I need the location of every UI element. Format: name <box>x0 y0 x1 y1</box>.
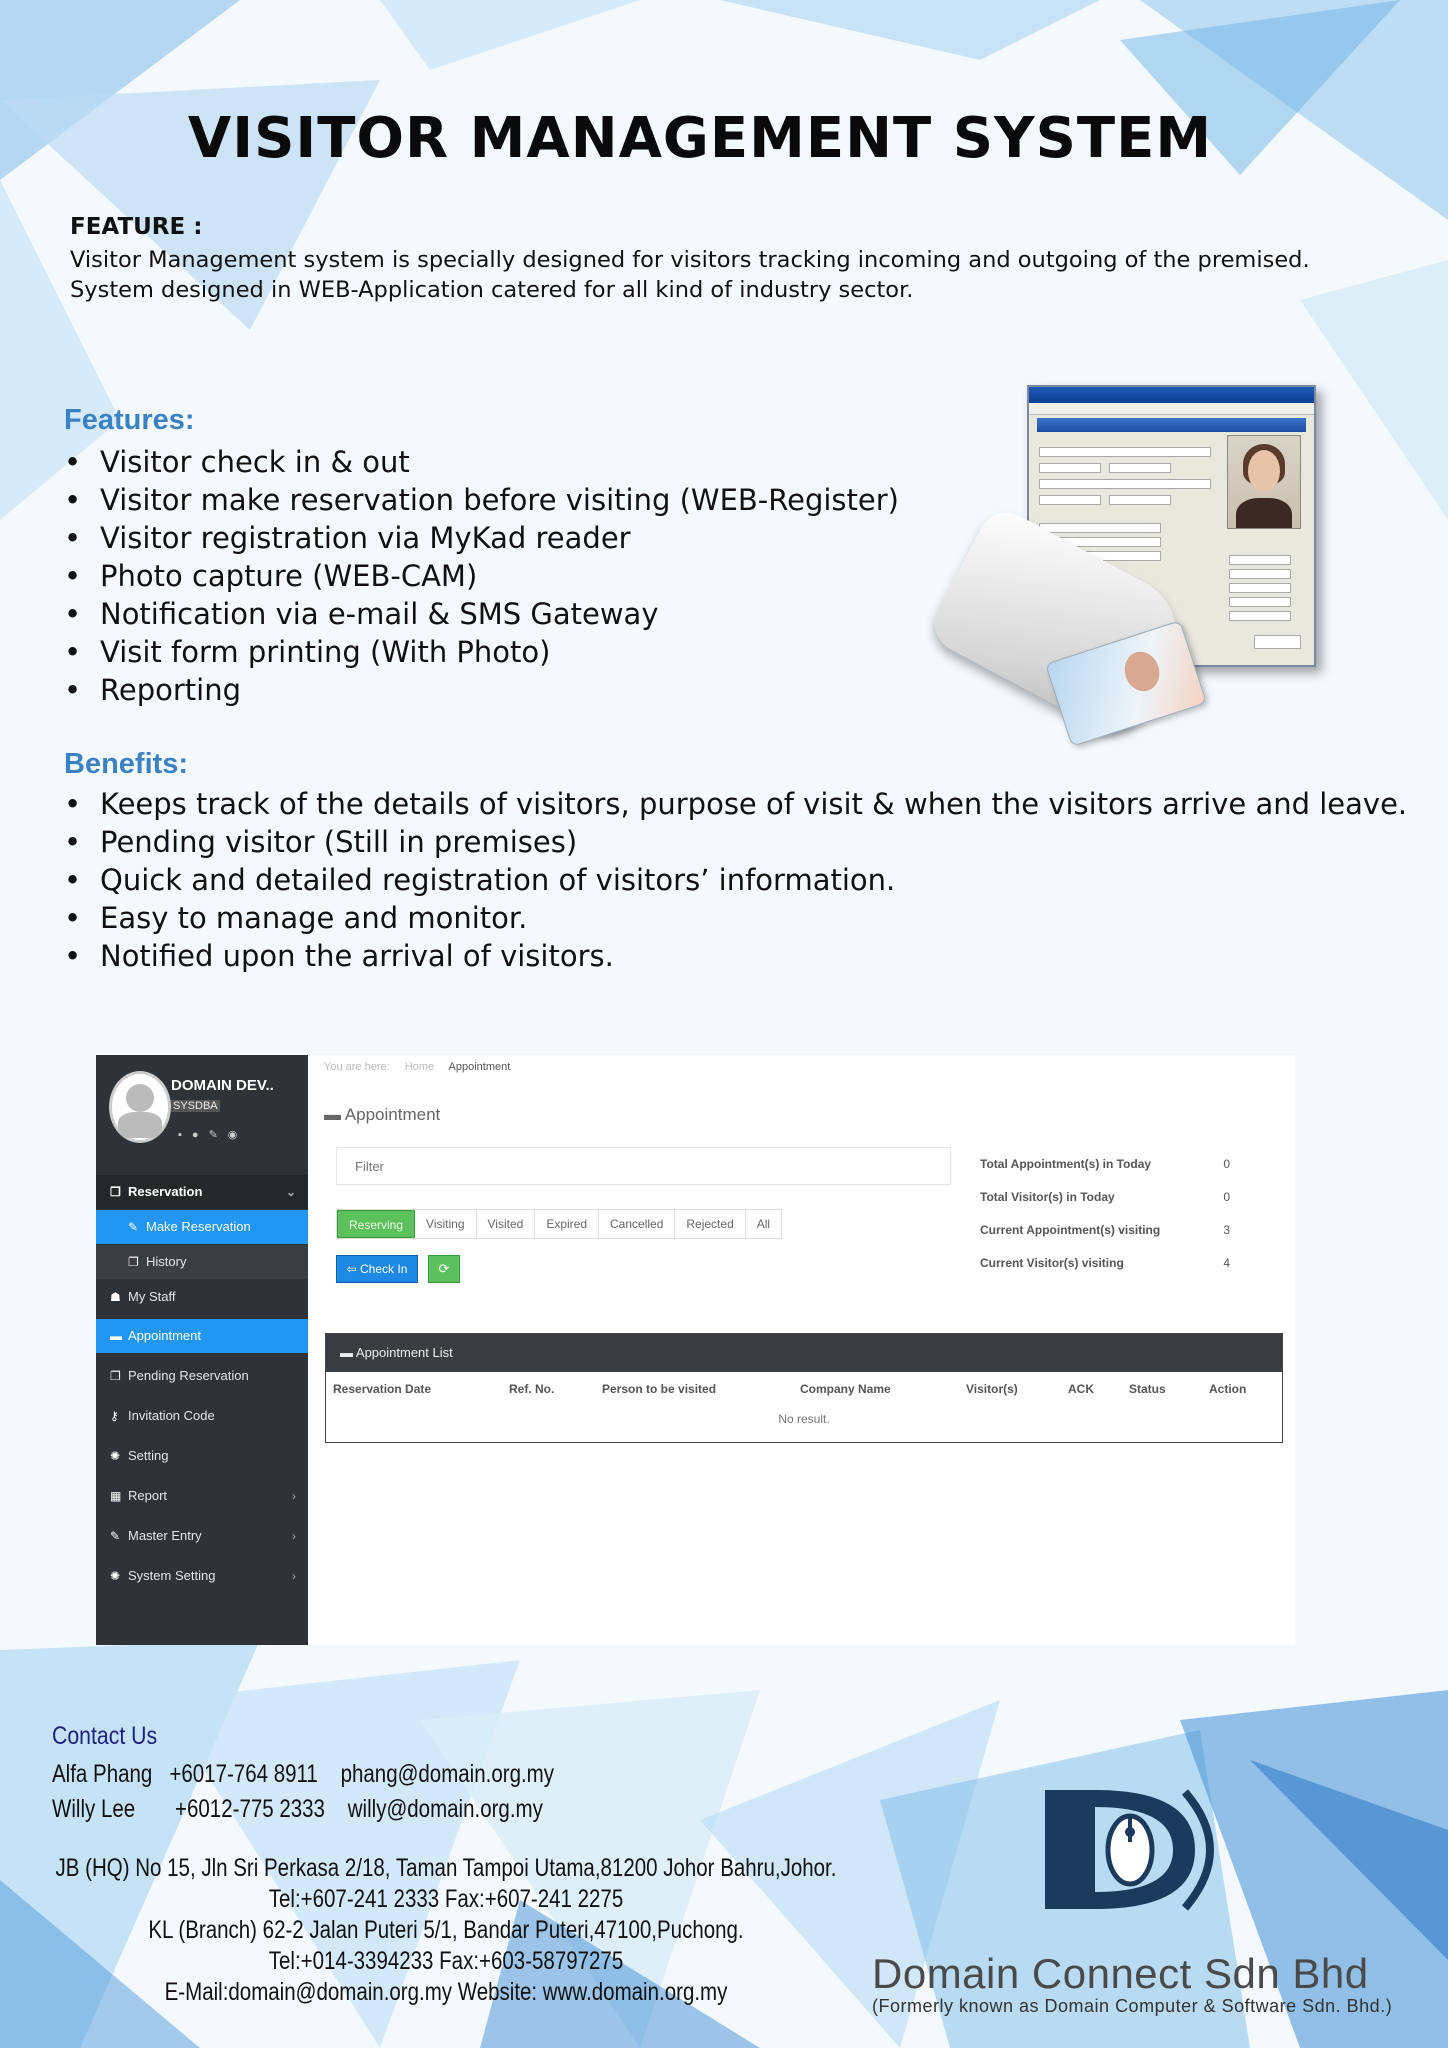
benefits-heading: Benefits: <box>64 748 189 780</box>
feature-item: • Visitor check in & out <box>64 443 899 481</box>
column-person-to-be-visited[interactable]: Person to be visited <box>602 1382 717 1396</box>
gear-icon: ✺ <box>110 1449 121 1463</box>
sidebar-item-history[interactable] <box>96 1245 308 1279</box>
chevron-right-icon: › <box>292 1489 296 1503</box>
benefit-item: • Keeps track of the details of visitors, purpose of visit & when the visitors arrive and leave. <box>64 785 1407 823</box>
staff-icon: ☗ <box>110 1290 121 1304</box>
company-formerly: (Formerly known as Domain Computer & Software Sdn. Bhd.) <box>872 1996 1393 2016</box>
feature-item: • Photo capture (WEB-CAM) <box>64 557 899 595</box>
sidebar <box>96 1055 308 1645</box>
tab-visited[interactable]: Visited <box>477 1210 536 1238</box>
sidebar-item-label: History <box>146 1254 187 1269</box>
reservation-icon: ❐ <box>110 1185 121 1199</box>
benefit-item: • Pending visitor (Still in premises) <box>64 823 1407 861</box>
sidebar-item-label: Reservation <box>128 1184 203 1199</box>
contact-email: willy@domain.org.my <box>347 1795 543 1823</box>
contact-name: Alfa Phang <box>52 1760 153 1788</box>
column-company-name[interactable]: Company Name <box>800 1382 891 1396</box>
empty-result: No result. <box>778 1412 830 1426</box>
sidebar-item-label: Invitation Code <box>128 1408 215 1423</box>
refresh-icon: ⟳ <box>438 1261 450 1276</box>
user-icon[interactable]: ● <box>191 1129 209 1141</box>
sidebar-item-report[interactable] <box>96 1479 308 1513</box>
tab-rejected[interactable]: Rejected <box>675 1210 745 1238</box>
column-ack[interactable]: ACK <box>1068 1382 1094 1396</box>
portrait-photo <box>1227 435 1301 529</box>
feature-item: • Visitor make reservation before visiting (WEB-Register) <box>64 481 899 519</box>
avatar[interactable] <box>109 1071 171 1143</box>
feature-item: • Visitor registration via MyKad reader <box>64 519 899 557</box>
contact-heading: Contact Us <box>52 1722 158 1750</box>
features-heading: Features: <box>64 404 195 436</box>
sidebar-item-setting[interactable] <box>96 1439 308 1473</box>
stat-label: Total Appointment(s) in Today <box>980 1157 1152 1171</box>
chevron-right-icon: › <box>292 1529 296 1543</box>
feature-label: FEATURE : <box>70 214 203 240</box>
tab-visiting[interactable]: Visiting <box>415 1210 476 1238</box>
column-action: Action <box>1209 1382 1247 1396</box>
address-line: Tel:+607-241 2333 Fax:+607-241 2275 <box>268 1885 624 1913</box>
contact-name: Willy Lee <box>52 1795 136 1823</box>
appointment-list-panel <box>325 1333 1283 1443</box>
stat-label: Total Visitor(s) in Today <box>980 1190 1115 1204</box>
stat-label: Current Visitor(s) visiting <box>980 1256 1124 1270</box>
domain-logo <box>1035 1782 1235 1917</box>
sidebar-item-appointment[interactable] <box>96 1319 308 1353</box>
sidebar-item-label: Report <box>128 1488 168 1503</box>
power-icon[interactable]: ◉ <box>227 1129 248 1141</box>
pencil-icon: ✎ <box>110 1529 121 1543</box>
stat-value: 4 <box>1223 1256 1230 1270</box>
stat-current-visitors <box>980 1256 1270 1270</box>
sidebar-item-label: Appointment <box>128 1328 201 1343</box>
edit-icon: ✎ <box>128 1220 139 1234</box>
features-list <box>64 443 899 709</box>
history-icon: ❐ <box>128 1255 139 1269</box>
contact-person <box>52 1795 543 1824</box>
tab-expired[interactable]: Expired <box>535 1210 599 1238</box>
benefit-item: • Easy to manage and monitor. <box>64 899 1407 937</box>
tab-reserving[interactable]: Reserving <box>337 1210 415 1238</box>
sidebar-item-pending-reservation[interactable] <box>96 1359 308 1393</box>
contact-phone: +6012-775 2333 <box>175 1795 325 1823</box>
app-screenshot <box>96 1055 1295 1645</box>
appointment-icon: ▬ <box>340 1345 356 1360</box>
sidebar-item-label: Make Reservation <box>146 1219 251 1234</box>
profile-action-icons[interactable] <box>178 1128 247 1141</box>
contact-email: phang@domain.org.my <box>340 1760 554 1788</box>
benefits-list <box>64 785 1407 975</box>
benefit-item: • Notified upon the arrival of visitors. <box>64 937 1407 975</box>
tab-cancelled[interactable]: Cancelled <box>599 1210 675 1238</box>
address-line: JB (HQ) No 15, Jln Sri Perkasa 2/18, Taman Tampoi Utama,81200 Johor Bahru,Johor. <box>55 1854 837 1882</box>
feature-item: • Reporting <box>64 671 899 709</box>
stat-total-visitors-today <box>980 1190 1270 1204</box>
gears-icon: ✺ <box>110 1569 121 1583</box>
column-status[interactable]: Status <box>1129 1382 1166 1396</box>
column-reservation-date[interactable]: Reservation Date <box>333 1382 432 1396</box>
chevron-right-icon: › <box>292 1569 296 1583</box>
stat-total-appointments-today <box>980 1157 1270 1171</box>
stat-label: Current Appointment(s) visiting <box>980 1223 1161 1237</box>
intro-line-1: Visitor Management system is specially designed for visitors tracking incoming and outgoing of the premised. <box>70 247 1310 273</box>
page-heading-text: Appointment <box>344 1105 441 1124</box>
intro-line-2: System designed in WEB-Application catered for all kind of industry sector. <box>70 277 914 303</box>
breadcrumb-prefix: You are here: <box>324 1061 390 1073</box>
contact-phone: +6017-764 8911 <box>169 1760 318 1788</box>
sidebar-item-invitation-code[interactable] <box>96 1399 308 1433</box>
sidebar-item-label: Master Entry <box>128 1528 202 1543</box>
stat-value: 0 <box>1223 1157 1230 1171</box>
check-in-button[interactable] <box>336 1255 418 1283</box>
column-ref-no[interactable]: Ref. No. <box>509 1382 555 1396</box>
pencil-icon[interactable]: ✎ <box>208 1129 228 1141</box>
appointment-list-header <box>326 1334 1282 1372</box>
status-tabs <box>336 1209 782 1239</box>
lock-icon[interactable]: ▪ <box>178 1129 192 1141</box>
pending-icon: ❐ <box>110 1369 121 1383</box>
page-heading <box>324 1105 440 1125</box>
user-name: DOMAIN DEV.. <box>171 1077 274 1094</box>
contact-person <box>52 1760 554 1789</box>
breadcrumb <box>324 1061 522 1073</box>
sidebar-item-reservation[interactable] <box>96 1175 308 1209</box>
user-role: SYSDBA <box>173 1100 218 1112</box>
check-in-label: Check In <box>360 1262 408 1276</box>
sidebar-item-label: Pending Reservation <box>128 1368 249 1383</box>
address-line: Tel:+014-3394233 Fax:+603-58797275 <box>268 1947 624 1975</box>
breadcrumb-current: Appointment <box>448 1061 511 1073</box>
feature-item: • Notification via e-mail & SMS Gateway <box>64 595 899 633</box>
appointment-list-title: Appointment List <box>355 1345 453 1360</box>
appointment-icon: ▬ <box>324 1105 345 1124</box>
intro-text <box>70 245 1400 305</box>
feature-item: • Visit form printing (With Photo) <box>64 633 899 671</box>
sign-in-icon: ⇦ <box>346 1262 361 1276</box>
sidebar-item-label: Setting <box>128 1448 169 1463</box>
address-line: KL (Branch) 62-2 Jalan Puteri 5/1, Bandar Puteri,47100,Puchong. <box>148 1916 744 1944</box>
stat-value: 3 <box>1223 1223 1230 1237</box>
user-profile <box>96 1055 308 1170</box>
column-visitors[interactable]: Visitor(s) <box>966 1382 1018 1396</box>
filter-input[interactable]: Filter <box>336 1147 951 1185</box>
refresh-button[interactable] <box>428 1255 460 1283</box>
sidebar-item-system-setting[interactable] <box>96 1559 308 1593</box>
stat-current-appointments <box>980 1223 1270 1237</box>
benefit-item: • Quick and detailed registration of visitors’ information. <box>64 861 1407 899</box>
stat-value: 0 <box>1223 1190 1230 1204</box>
sidebar-item-my-staff[interactable] <box>96 1280 308 1314</box>
main-content <box>308 1055 1295 1645</box>
page-title: VISITOR MANAGEMENT SYSTEM <box>187 106 1213 171</box>
breadcrumb-home-link[interactable]: Home <box>404 1061 435 1073</box>
company-name: Domain Connect Sdn Bhd <box>872 1950 1369 1997</box>
tab-all[interactable]: All <box>756 1217 771 1231</box>
report-icon: ▦ <box>110 1489 122 1503</box>
sidebar-item-label: System Setting <box>128 1568 216 1583</box>
key-icon: ⚷ <box>110 1409 119 1423</box>
sidebar-item-label: My Staff <box>128 1289 176 1304</box>
appointment-icon: ▬ <box>110 1329 122 1343</box>
sidebar-item-master-entry[interactable] <box>96 1519 308 1553</box>
chevron-down-icon: ⌄ <box>285 1185 296 1199</box>
table-header <box>326 1372 1282 1406</box>
address-line: E-Mail:domain@domain.org.my Website: www.domain.org.my <box>164 1978 728 2006</box>
sidebar-item-make-reservation[interactable] <box>96 1210 308 1244</box>
